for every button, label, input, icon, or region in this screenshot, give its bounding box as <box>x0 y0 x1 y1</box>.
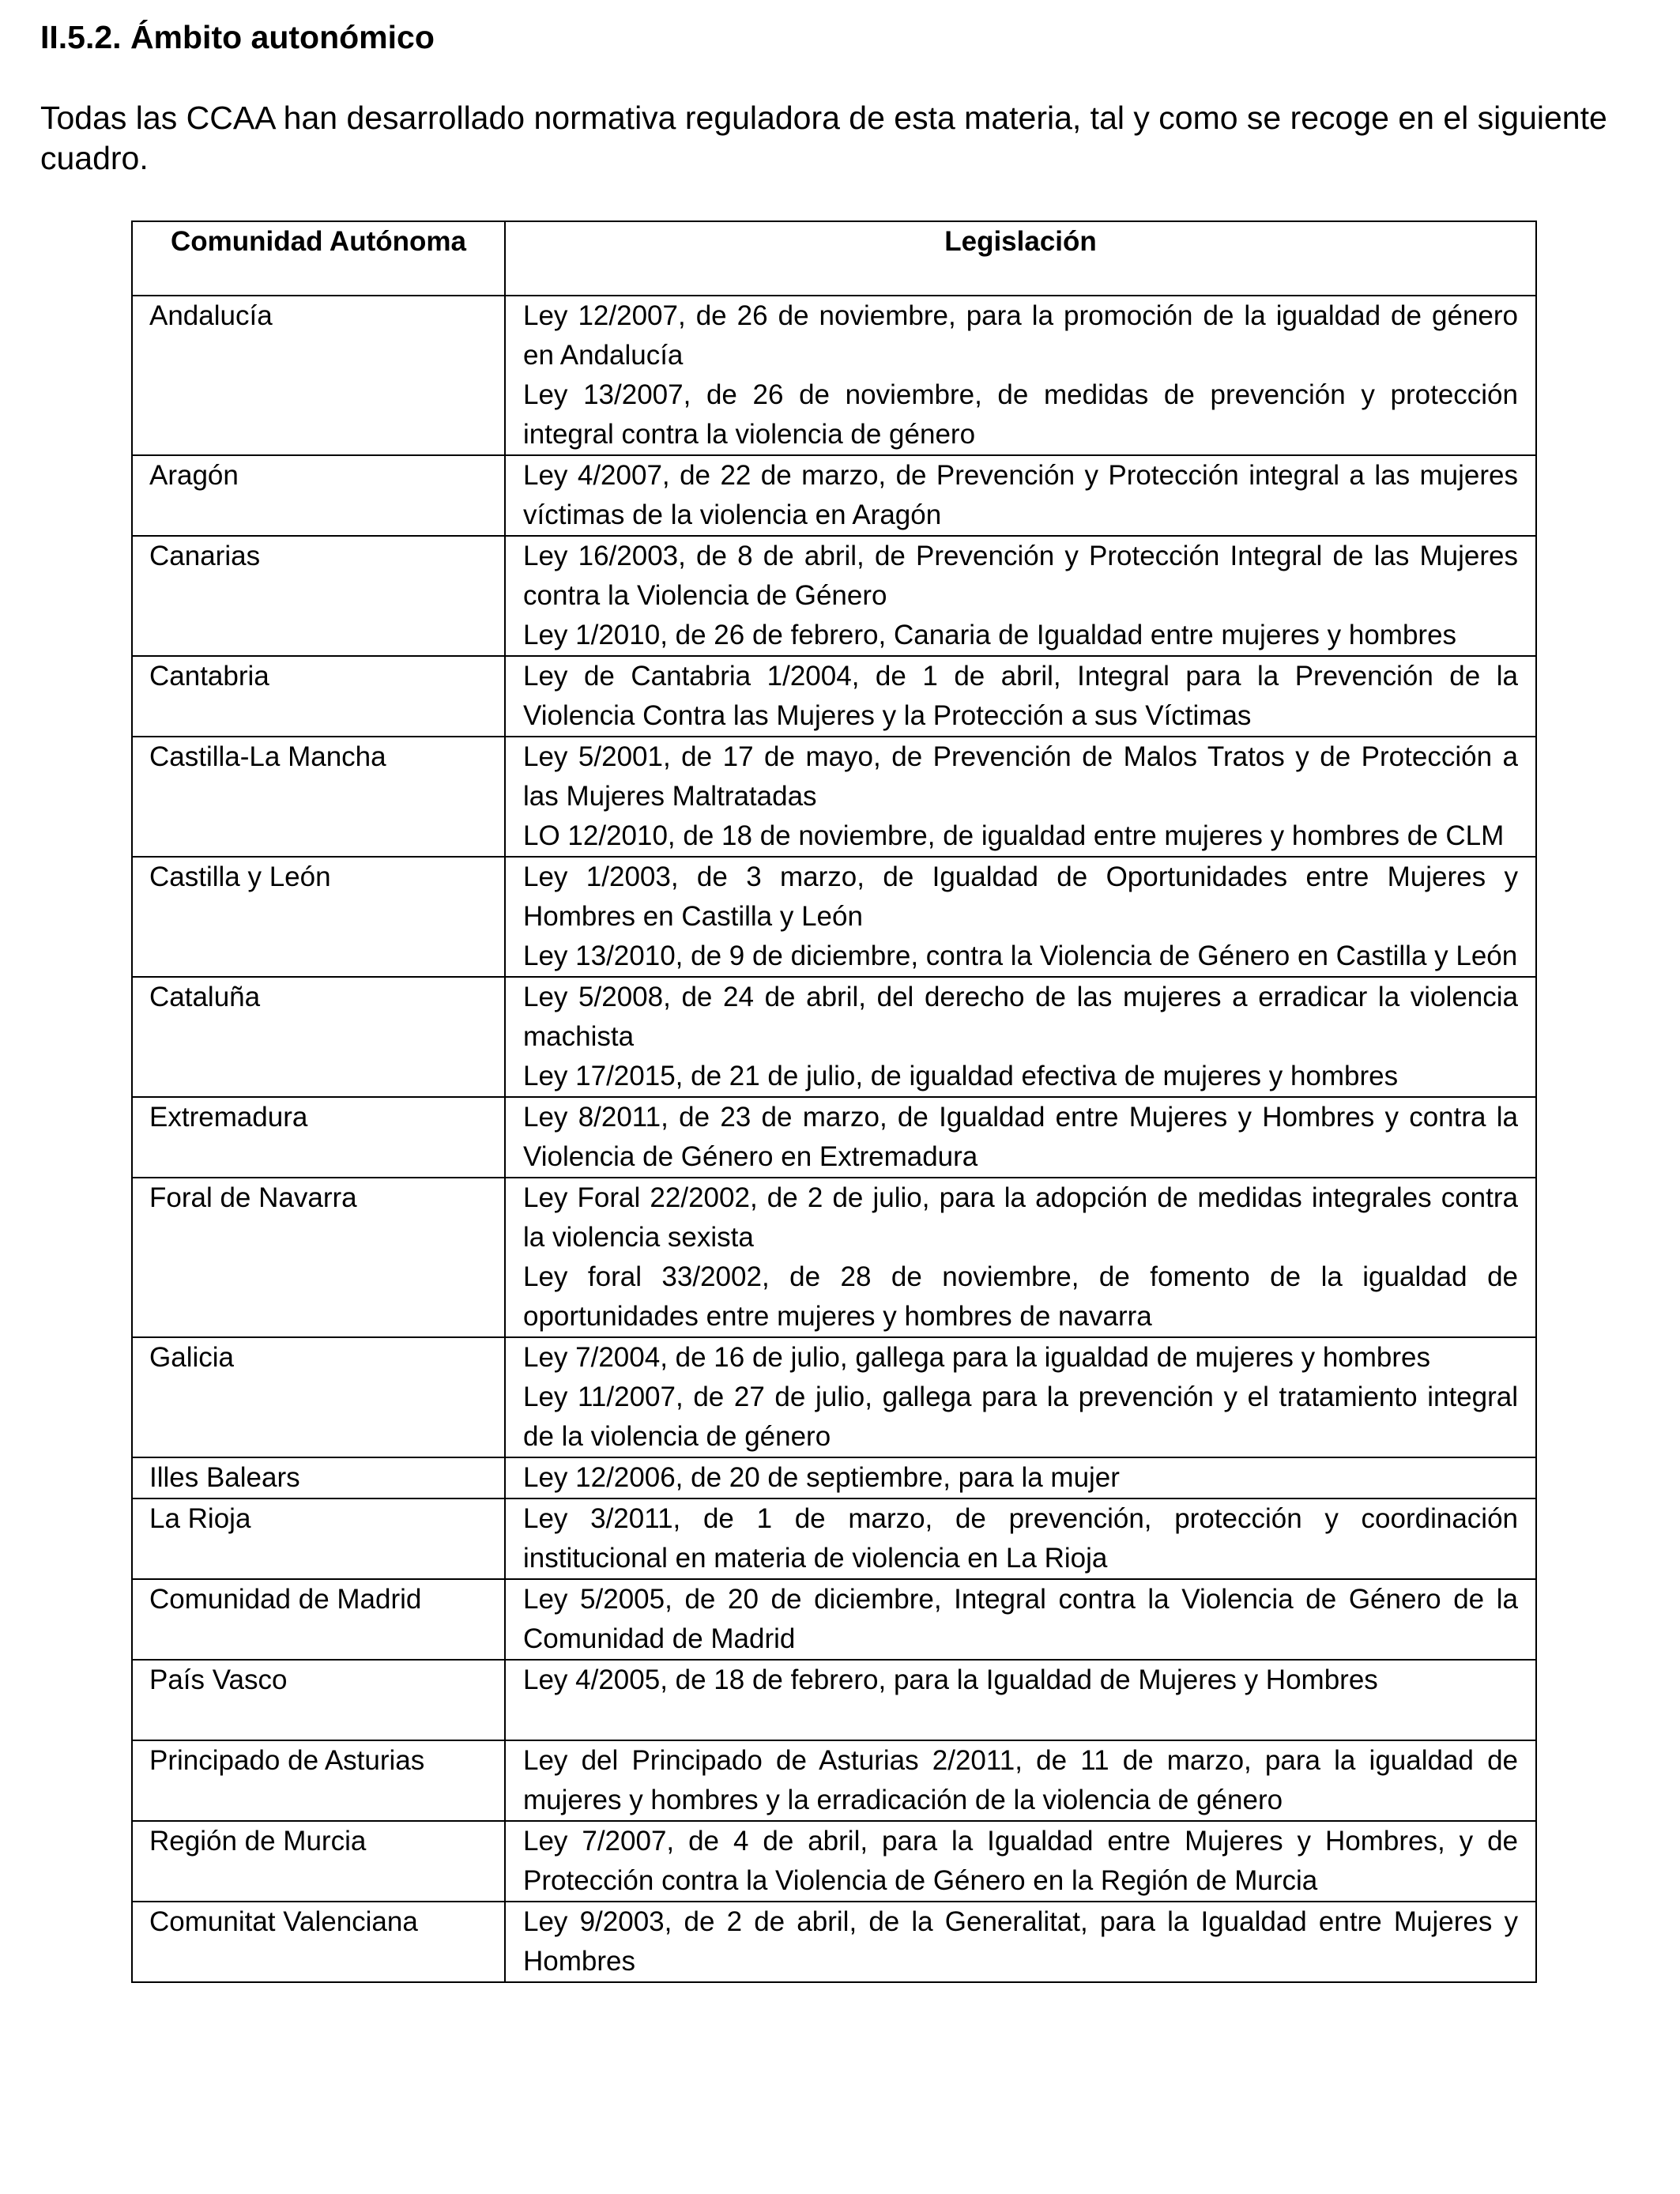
legislation-cell <box>505 1660 1536 1740</box>
law-entry: Ley 7/2004, de 16 de julio, gallega para la igualdad de mujeres y hombres <box>523 1342 1430 1373</box>
region-cell: Región de Murcia <box>132 1821 505 1902</box>
region-cell: Cataluña <box>132 977 505 1097</box>
law-entry: Ley foral 33/2002, de 28 de noviembre, de fomento de la igualdad de oportunidades entre mujeres y hombres de navarra <box>523 1261 1518 1332</box>
region-cell: Castilla-La Mancha <box>132 737 505 857</box>
legislation-cell <box>505 977 1536 1097</box>
law-entry: Ley 1/2003, de 3 marzo, de Igualdad de Oportunidades entre Mujeres y Hombres en Castilla y León <box>523 861 1518 932</box>
law-entry: Ley 12/2006, de 20 de septiembre, para la mujer <box>523 1462 1120 1493</box>
legislation-cell <box>505 1097 1536 1178</box>
table-row <box>132 296 1536 455</box>
legislation-cell <box>505 296 1536 455</box>
region-cell: Canarias <box>132 536 505 656</box>
region-cell: Principado de Asturias <box>132 1740 505 1821</box>
table-row <box>132 656 1536 737</box>
legislation-cell <box>505 1457 1536 1498</box>
legislation-cell <box>505 1740 1536 1821</box>
table-row <box>132 1337 1536 1457</box>
region-cell: Galicia <box>132 1337 505 1457</box>
legislation-cell <box>505 857 1536 977</box>
legislation-table <box>131 221 1537 1983</box>
law-entry: Ley del Principado de Asturias 2/2011, de 11 de marzo, para la igualdad de mujeres y hombres y la erradicación de la violencia de género <box>523 1745 1518 1815</box>
region-cell: Extremadura <box>132 1097 505 1178</box>
legislation-cell <box>505 1337 1536 1457</box>
legislation-cell <box>505 455 1536 536</box>
header-region: Comunidad Autónoma <box>132 221 505 296</box>
table-row <box>132 536 1536 656</box>
header-row <box>132 221 1536 296</box>
section-heading: II.5.2. Ámbito autonómico <box>40 19 435 55</box>
law-entry: Ley 4/2005, de 18 de febrero, para la Igualdad de Mujeres y Hombres <box>523 1664 1378 1695</box>
law-entry: LO 12/2010, de 18 de noviembre, de igualdad entre mujeres y hombres de CLM <box>523 820 1505 851</box>
region-cell: Illes Balears <box>132 1457 505 1498</box>
table-row <box>132 857 1536 977</box>
law-entry: Ley 9/2003, de 2 de abril, de la Generalitat, para la Igualdad entre Mujeres y Hombres <box>523 1906 1518 1977</box>
region-cell: Comunidad de Madrid <box>132 1579 505 1660</box>
legislation-cell <box>505 1498 1536 1579</box>
table-row <box>132 1579 1536 1660</box>
header-legislation: Legislación <box>505 221 1536 296</box>
law-entry: Ley Foral 22/2002, de 2 de julio, para la adopción de medidas integrales contra la violencia sexista <box>523 1182 1518 1253</box>
law-entry: Ley 4/2007, de 22 de marzo, de Prevención y Protección integral a las mujeres víctimas de la violencia en Aragón <box>523 460 1518 530</box>
region-cell: Cantabria <box>132 656 505 737</box>
legislation-cell <box>505 1902 1536 1982</box>
table-row <box>132 1498 1536 1579</box>
legislation-cell <box>505 656 1536 737</box>
table-body <box>132 296 1536 1982</box>
legislation-cell <box>505 737 1536 857</box>
law-entry: Ley 5/2008, de 24 de abril, del derecho de las mujeres a erradicar la violencia machista <box>523 982 1518 1052</box>
law-entry: Ley 13/2010, de 9 de diciembre, contra la Violencia de Género en Castilla y León <box>523 941 1518 971</box>
table-row <box>132 455 1536 536</box>
law-entry: Ley 7/2007, de 4 de abril, para la Igualdad entre Mujeres y Hombres, y de Protección contra la Violencia de Género en la Región de Murcia <box>523 1826 1518 1896</box>
legislation-cell <box>505 1178 1536 1337</box>
table-row <box>132 1457 1536 1498</box>
region-cell: Foral de Navarra <box>132 1178 505 1337</box>
law-entry: Ley de Cantabria 1/2004, de 1 de abril, Integral para la Prevención de la Violencia Contra las Mujeres y la Protección a sus Víctimas <box>523 661 1518 731</box>
table-row <box>132 1740 1536 1821</box>
law-entry: Ley 13/2007, de 26 de noviembre, de medidas de prevención y protección integral contra la violencia de género <box>523 379 1518 450</box>
law-entry: Ley 3/2011, de 1 de marzo, de prevención, protección y coordinación institucional en materia de violencia en La Rioja <box>523 1503 1518 1574</box>
law-entry: Ley 5/2001, de 17 de mayo, de Prevención de Malos Tratos y de Protección a las Mujeres Maltratadas <box>523 741 1518 812</box>
law-entry: Ley 5/2005, de 20 de diciembre, Integral contra la Violencia de Género de la Comunidad de Madrid <box>523 1584 1518 1654</box>
region-cell: Comunitat Valenciana <box>132 1902 505 1982</box>
region-cell: País Vasco <box>132 1660 505 1740</box>
table-row <box>132 1660 1536 1740</box>
intro-paragraph: Todas las CCAA han desarrollado normativa reguladora de esta materia, tal y como se recoge en el siguiente cuadro. <box>40 100 1607 176</box>
legislation-cell <box>505 1821 1536 1902</box>
legislation-cell <box>505 536 1536 656</box>
law-entry: Ley 8/2011, de 23 de marzo, de Igualdad entre Mujeres y Hombres y contra la Violencia de Género en Extremadura <box>523 1102 1518 1172</box>
legislation-cell <box>505 1579 1536 1660</box>
region-cell: Andalucía <box>132 296 505 455</box>
region-cell: La Rioja <box>132 1498 505 1579</box>
region-cell: Castilla y León <box>132 857 505 977</box>
table-row <box>132 977 1536 1097</box>
law-entry: Ley 17/2015, de 21 de julio, de igualdad efectiva de mujeres y hombres <box>523 1061 1399 1091</box>
table-header <box>132 221 1536 296</box>
table-row <box>132 1178 1536 1337</box>
table-row <box>132 1902 1536 1982</box>
law-entry: Ley 1/2010, de 26 de febrero, Canaria de Igualdad entre mujeres y hombres <box>523 620 1457 650</box>
table-row <box>132 1821 1536 1902</box>
table-row <box>132 1097 1536 1178</box>
law-entry: Ley 11/2007, de 27 de julio, gallega para la prevención y el tratamiento integral de la violencia de género <box>523 1382 1518 1452</box>
region-cell: Aragón <box>132 455 505 536</box>
law-entry: Ley 16/2003, de 8 de abril, de Prevención y Protección Integral de las Mujeres contra la Violencia de Género <box>523 541 1518 611</box>
table-row <box>132 737 1536 857</box>
law-entry: Ley 12/2007, de 26 de noviembre, para la promoción de la igualdad de género en Andalucía <box>523 300 1518 371</box>
